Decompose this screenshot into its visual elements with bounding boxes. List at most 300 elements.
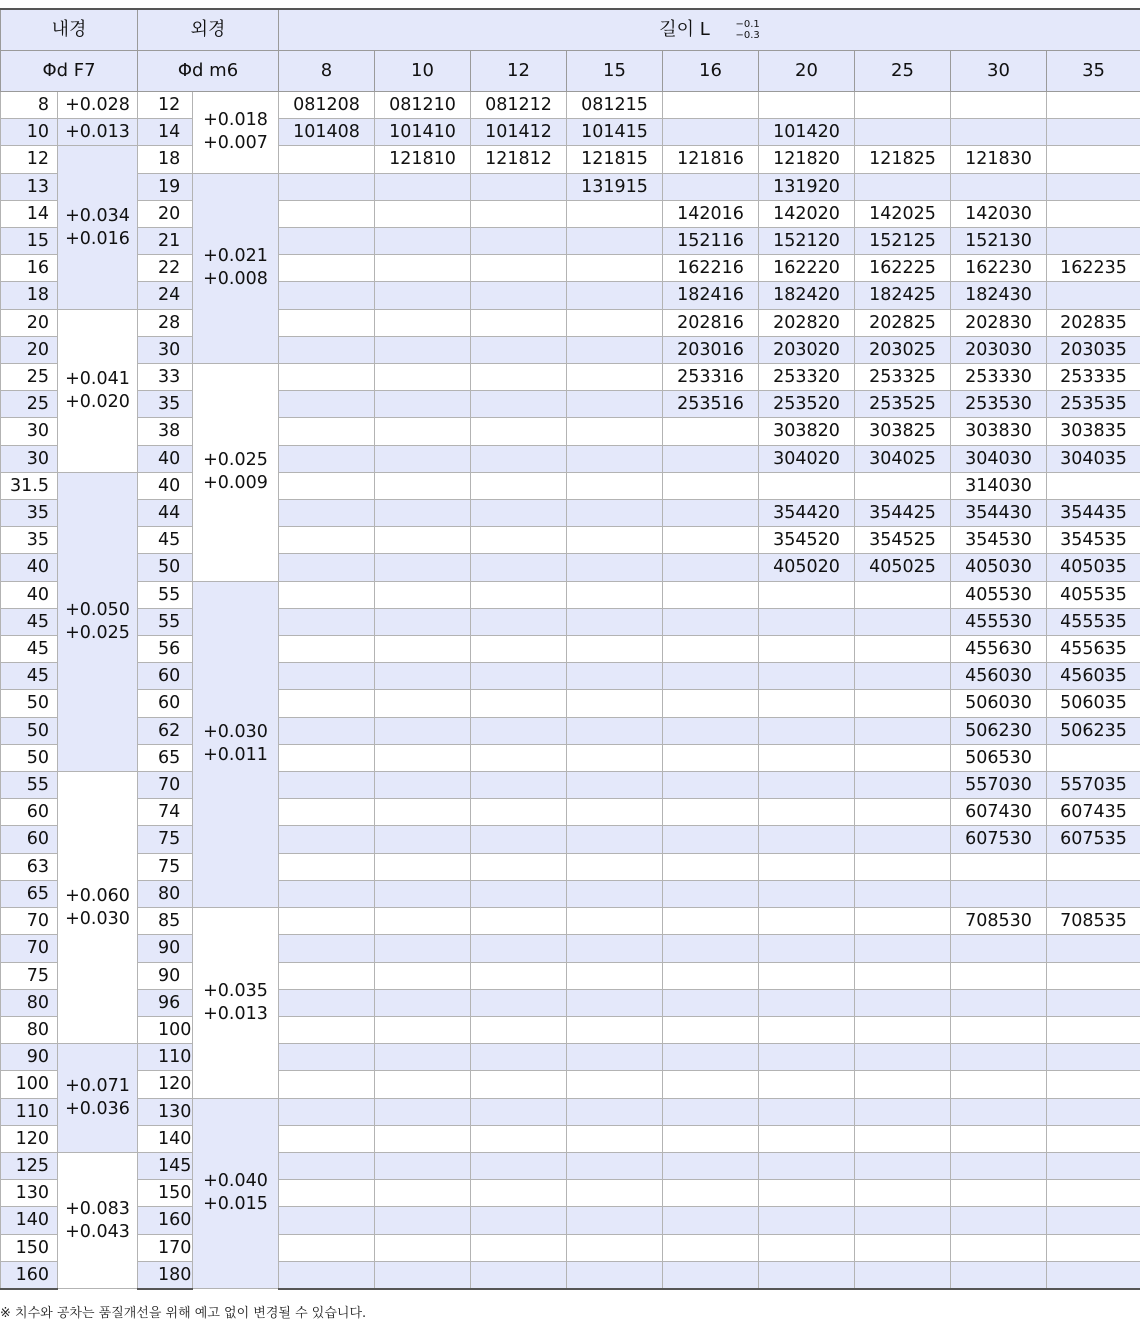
outer-diameter-cell: 65 (138, 744, 193, 771)
part-number-cell (471, 1234, 567, 1261)
inner-diameter-cell: 60 (1, 799, 58, 826)
part-number-cell: 203016 (663, 336, 759, 363)
inner-diameter-cell: 50 (1, 717, 58, 744)
part-number-cell: 081215 (567, 92, 663, 119)
part-number-cell (1047, 1125, 1140, 1152)
table-row (1, 527, 1140, 554)
header-row-1 (1, 9, 1140, 51)
inner-diameter-cell: 25 (1, 364, 58, 391)
inner-diameter-cell: 140 (1, 1207, 58, 1234)
part-number-cell (759, 1234, 855, 1261)
inner-diameter-cell: 12 (1, 146, 58, 173)
part-number-cell (375, 472, 471, 499)
part-number-cell (567, 1044, 663, 1071)
inner-tolerance-cell (58, 309, 138, 472)
inner-diameter-cell: 90 (1, 1044, 58, 1071)
part-number-cell (567, 309, 663, 336)
part-number-cell (855, 1098, 951, 1125)
part-number-cell (1047, 853, 1140, 880)
part-number-cell (375, 935, 471, 962)
length-column-header: 20 (759, 51, 855, 92)
inner-diameter-cell: 70 (1, 935, 58, 962)
part-number-cell (471, 880, 567, 907)
inner-tolerance-cell (58, 1044, 138, 1153)
part-number-cell: 202835 (1047, 309, 1140, 336)
part-number-cell (855, 935, 951, 962)
inner-diameter-cell: 20 (1, 309, 58, 336)
part-number-cell (663, 445, 759, 472)
part-number-cell (375, 772, 471, 799)
part-number-cell: 405535 (1047, 581, 1140, 608)
inner-diameter-cell: 80 (1, 989, 58, 1016)
outer-tolerance-cell (193, 1098, 279, 1289)
part-number-cell (375, 228, 471, 255)
part-number-cell (567, 853, 663, 880)
part-number-cell (759, 799, 855, 826)
part-number-cell: 506530 (951, 744, 1047, 771)
part-number-cell: 354425 (855, 500, 951, 527)
part-number-cell (279, 1098, 375, 1125)
part-number-cell: 354535 (1047, 527, 1140, 554)
part-number-cell: 121815 (567, 146, 663, 173)
part-number-cell: 303820 (759, 418, 855, 445)
part-number-cell (1047, 173, 1140, 200)
part-number-cell (471, 527, 567, 554)
part-number-cell (759, 935, 855, 962)
inner-diameter-cell: 125 (1, 1152, 58, 1179)
part-number-cell: 253330 (951, 364, 1047, 391)
part-number-cell (375, 1071, 471, 1098)
outer-diameter-cell: 56 (138, 636, 193, 663)
part-number-cell (951, 1125, 1047, 1152)
part-number-cell (375, 309, 471, 336)
part-number-cell: 303825 (855, 418, 951, 445)
part-number-cell (663, 636, 759, 663)
part-number-cell (567, 772, 663, 799)
part-number-cell (663, 418, 759, 445)
part-number-cell (279, 472, 375, 499)
part-number-cell (663, 554, 759, 581)
part-number-cell (663, 1152, 759, 1179)
tolerance-upper: +0.013 (58, 121, 137, 144)
part-number-cell: 203020 (759, 336, 855, 363)
inner-tolerance-cell (58, 146, 138, 309)
part-number-cell (855, 663, 951, 690)
table-row (1, 1180, 1140, 1207)
part-number-cell (1047, 282, 1140, 309)
part-number-cell (375, 282, 471, 309)
table-row (1, 717, 1140, 744)
part-number-cell (375, 554, 471, 581)
part-number-cell: 152120 (759, 228, 855, 255)
outer-diameter-cell: 30 (138, 336, 193, 363)
tolerance-upper: +0.071 (58, 1075, 137, 1098)
part-number-cell (1047, 146, 1140, 173)
inner-diameter-cell: 30 (1, 418, 58, 445)
part-number-cell: 557030 (951, 772, 1047, 799)
part-number-cell (855, 1152, 951, 1179)
part-number-cell (375, 690, 471, 717)
part-number-cell (759, 908, 855, 935)
outer-diameter-cell: 150 (138, 1180, 193, 1207)
part-number-cell: 506030 (951, 690, 1047, 717)
part-number-cell (663, 1071, 759, 1098)
part-number-cell: 203030 (951, 336, 1047, 363)
footnote: ※ 치수와 공차는 품질개선을 위해 예고 없이 변경될 수 있습니다. (0, 1302, 366, 1321)
part-number-cell (375, 880, 471, 907)
part-number-cell (951, 1261, 1047, 1289)
part-number-cell (759, 690, 855, 717)
part-number-cell (375, 1125, 471, 1152)
part-number-cell (855, 119, 951, 146)
part-number-cell: 304035 (1047, 445, 1140, 472)
part-number-cell (663, 799, 759, 826)
outer-diameter-cell: 160 (138, 1207, 193, 1234)
table-row (1, 772, 1140, 799)
part-number-cell (663, 581, 759, 608)
outer-diameter-cell: 70 (138, 772, 193, 799)
tolerance-lower: +0.020 (58, 391, 137, 414)
part-number-cell: 506035 (1047, 690, 1140, 717)
part-number-cell: 405030 (951, 554, 1047, 581)
part-number-cell: 314030 (951, 472, 1047, 499)
part-number-cell (759, 880, 855, 907)
outer-diameter-cell: 12 (138, 92, 193, 119)
part-number-cell (1047, 119, 1140, 146)
tolerance-upper: +0.040 (193, 1170, 278, 1193)
table-row (1, 309, 1140, 336)
part-number-cell (279, 309, 375, 336)
length-tol-lower: −0.3 (736, 30, 760, 41)
part-number-cell (375, 527, 471, 554)
part-number-cell (1047, 1180, 1140, 1207)
part-number-cell (663, 744, 759, 771)
table-row (1, 92, 1140, 119)
inner-tolerance-cell (58, 92, 138, 119)
part-number-cell (279, 500, 375, 527)
part-number-cell (471, 581, 567, 608)
part-number-cell: 101410 (375, 119, 471, 146)
part-number-cell (1047, 1044, 1140, 1071)
inner-diameter-cell: 75 (1, 962, 58, 989)
outer-diameter-header: 외경 (138, 9, 279, 51)
part-number-cell (951, 173, 1047, 200)
part-number-cell (855, 1261, 951, 1289)
inner-tolerance-cell (58, 1152, 138, 1289)
inner-diameter-cell: 18 (1, 282, 58, 309)
part-number-cell (663, 1125, 759, 1152)
part-number-cell: 253325 (855, 364, 951, 391)
tolerance-upper: +0.034 (58, 205, 137, 228)
inner-diameter-cell: 60 (1, 826, 58, 853)
table-row (1, 1125, 1140, 1152)
table-row (1, 799, 1140, 826)
part-number-cell (759, 663, 855, 690)
part-number-cell (1047, 1261, 1140, 1289)
part-number-cell (1047, 935, 1140, 962)
table-row (1, 1207, 1140, 1234)
table-row (1, 200, 1140, 227)
part-number-cell (663, 962, 759, 989)
part-number-cell (279, 772, 375, 799)
part-number-cell (567, 581, 663, 608)
part-number-cell (279, 581, 375, 608)
outer-diameter-cell: 45 (138, 527, 193, 554)
part-number-cell (951, 1044, 1047, 1071)
outer-diameter-cell: 22 (138, 255, 193, 282)
part-number-cell (855, 853, 951, 880)
part-number-cell (567, 1016, 663, 1043)
part-number-cell (567, 1261, 663, 1289)
part-number-cell (375, 962, 471, 989)
length-column-header: 12 (471, 51, 567, 92)
table-row (1, 146, 1140, 173)
table-row (1, 1152, 1140, 1179)
part-number-cell: 182430 (951, 282, 1047, 309)
part-number-cell: 354420 (759, 500, 855, 527)
part-number-cell (567, 935, 663, 962)
part-number-cell (759, 744, 855, 771)
part-number-cell: 354435 (1047, 500, 1140, 527)
part-number-cell (855, 799, 951, 826)
part-number-cell: 304025 (855, 445, 951, 472)
length-title: 길이 L (659, 10, 710, 50)
part-number-cell (663, 1180, 759, 1207)
part-number-cell: 142020 (759, 200, 855, 227)
part-number-cell: 354430 (951, 500, 1047, 527)
part-number-cell: 121820 (759, 146, 855, 173)
part-number-cell (375, 608, 471, 635)
part-number-cell (279, 173, 375, 200)
part-number-cell (279, 636, 375, 663)
part-number-cell: 121825 (855, 146, 951, 173)
part-number-cell (759, 1207, 855, 1234)
part-number-cell (855, 472, 951, 499)
inner-diameter-cell: 110 (1, 1098, 58, 1125)
tolerance-upper: +0.050 (58, 599, 137, 622)
part-number-cell (279, 935, 375, 962)
part-number-cell (471, 554, 567, 581)
table-row (1, 255, 1140, 282)
part-number-cell: 202830 (951, 309, 1047, 336)
part-number-cell (375, 364, 471, 391)
table-row (1, 1098, 1140, 1125)
part-number-cell (279, 1234, 375, 1261)
part-number-cell (759, 826, 855, 853)
part-number-cell (855, 989, 951, 1016)
inner-diameter-cell: 130 (1, 1180, 58, 1207)
part-number-cell (471, 1125, 567, 1152)
table-row (1, 935, 1140, 962)
part-number-cell: 455535 (1047, 608, 1140, 635)
part-number-cell (279, 391, 375, 418)
outer-diameter-cell: 18 (138, 146, 193, 173)
part-number-cell (663, 853, 759, 880)
table-row (1, 962, 1140, 989)
part-number-cell (471, 1098, 567, 1125)
part-number-cell (855, 636, 951, 663)
part-number-cell: 455630 (951, 636, 1047, 663)
inner-diameter-cell: 45 (1, 636, 58, 663)
part-number-cell (375, 1180, 471, 1207)
part-number-cell: 202820 (759, 309, 855, 336)
inner-diameter-header: 내경 (1, 9, 138, 51)
inner-diameter-cell: 65 (1, 880, 58, 907)
inner-diameter-cell: 50 (1, 744, 58, 771)
part-number-cell: 101412 (471, 119, 567, 146)
part-number-cell (1047, 1234, 1140, 1261)
part-number-cell: 162220 (759, 255, 855, 282)
part-number-cell: 607535 (1047, 826, 1140, 853)
part-number-cell (471, 772, 567, 799)
part-number-cell (855, 173, 951, 200)
part-number-cell (375, 636, 471, 663)
part-number-cell (663, 908, 759, 935)
part-number-cell (375, 1044, 471, 1071)
part-number-cell (567, 527, 663, 554)
part-number-cell (855, 962, 951, 989)
part-number-cell (567, 989, 663, 1016)
tolerance-upper: +0.041 (58, 368, 137, 391)
inner-diameter-cell: 50 (1, 690, 58, 717)
part-number-cell (375, 663, 471, 690)
outer-diameter-cell: 20 (138, 200, 193, 227)
part-number-cell (471, 935, 567, 962)
part-number-cell (279, 826, 375, 853)
length-column-header: 16 (663, 51, 759, 92)
part-number-cell: 304020 (759, 445, 855, 472)
outer-tolerance-cell (193, 908, 279, 1098)
part-number-cell: 607430 (951, 799, 1047, 826)
table-row (1, 663, 1140, 690)
part-number-cell (951, 1207, 1047, 1234)
tolerance-lower: +0.030 (58, 908, 137, 931)
part-number-cell (951, 1016, 1047, 1043)
part-number-cell (855, 1180, 951, 1207)
part-number-cell: 455530 (951, 608, 1047, 635)
part-number-cell (279, 146, 375, 173)
outer-diameter-cell: 75 (138, 826, 193, 853)
part-number-cell (279, 527, 375, 554)
part-number-cell (663, 717, 759, 744)
part-number-cell: 203035 (1047, 336, 1140, 363)
inner-diameter-cell: 150 (1, 1234, 58, 1261)
part-number-cell: 557035 (1047, 772, 1140, 799)
part-number-cell (1047, 962, 1140, 989)
part-number-cell: 253335 (1047, 364, 1140, 391)
part-number-cell: 506235 (1047, 717, 1140, 744)
outer-diameter-cell: 75 (138, 853, 193, 880)
part-number-cell: 405020 (759, 554, 855, 581)
part-number-cell (567, 962, 663, 989)
table-row (1, 880, 1140, 907)
tolerance-lower: +0.036 (58, 1098, 137, 1121)
part-number-cell: 182420 (759, 282, 855, 309)
outer-tolerance-cell (193, 581, 279, 907)
part-number-cell (567, 282, 663, 309)
part-number-cell (663, 500, 759, 527)
inner-diameter-cell: 100 (1, 1071, 58, 1098)
part-number-cell (855, 744, 951, 771)
table-row (1, 1071, 1140, 1098)
tolerance-lower: +0.013 (193, 1003, 278, 1026)
table-row (1, 826, 1140, 853)
inner-diameter-cell: 35 (1, 500, 58, 527)
part-number-cell: 607435 (1047, 799, 1140, 826)
part-number-cell: 506230 (951, 717, 1047, 744)
part-number-cell (279, 228, 375, 255)
part-number-cell (471, 853, 567, 880)
outer-diameter-cell: 96 (138, 989, 193, 1016)
part-number-cell (1047, 1016, 1140, 1043)
part-number-cell (375, 1234, 471, 1261)
outer-diameter-cell: 44 (138, 500, 193, 527)
part-number-cell: 456035 (1047, 663, 1140, 690)
part-number-cell (567, 744, 663, 771)
part-number-cell (279, 744, 375, 771)
part-number-cell (663, 1234, 759, 1261)
part-number-cell (279, 799, 375, 826)
part-number-cell (375, 1098, 471, 1125)
length-column-header: 30 (951, 51, 1047, 92)
part-number-cell (375, 799, 471, 826)
table-row (1, 418, 1140, 445)
part-number-cell: 354530 (951, 527, 1047, 554)
tolerance-upper: +0.030 (193, 721, 278, 744)
part-number-cell (471, 364, 567, 391)
part-number-cell (567, 1234, 663, 1261)
outer-diameter-cell: 38 (138, 418, 193, 445)
outer-diameter-cell: 35 (138, 391, 193, 418)
part-number-cell (471, 608, 567, 635)
part-number-cell (375, 717, 471, 744)
part-number-cell (855, 826, 951, 853)
part-number-cell: 152125 (855, 228, 951, 255)
part-number-cell (663, 772, 759, 799)
part-number-cell (375, 336, 471, 363)
part-number-cell (951, 880, 1047, 907)
table-row (1, 554, 1140, 581)
part-number-cell (855, 880, 951, 907)
inner-diameter-cell: 45 (1, 663, 58, 690)
part-number-cell (1047, 1098, 1140, 1125)
part-number-cell: 131915 (567, 173, 663, 200)
outer-diameter-cell: 14 (138, 119, 193, 146)
part-number-cell (951, 935, 1047, 962)
tolerance-lower: +0.015 (193, 1193, 278, 1216)
part-number-cell (471, 309, 567, 336)
part-number-cell (951, 1071, 1047, 1098)
part-number-cell: 101415 (567, 119, 663, 146)
part-number-cell: 253530 (951, 391, 1047, 418)
part-number-cell (1047, 472, 1140, 499)
part-number-cell (279, 200, 375, 227)
inner-diameter-cell: 40 (1, 554, 58, 581)
part-number-cell (279, 1180, 375, 1207)
part-number-cell (471, 690, 567, 717)
outer-diameter-cell: 28 (138, 309, 193, 336)
part-number-cell (759, 1098, 855, 1125)
part-number-cell: 081208 (279, 92, 375, 119)
table-row (1, 636, 1140, 663)
part-number-cell (759, 1071, 855, 1098)
part-number-cell (567, 1207, 663, 1234)
part-number-cell: 253316 (663, 364, 759, 391)
inner-diameter-cell: 25 (1, 391, 58, 418)
outer-diameter-cell: 145 (138, 1152, 193, 1179)
part-number-cell (375, 391, 471, 418)
part-number-cell (567, 663, 663, 690)
